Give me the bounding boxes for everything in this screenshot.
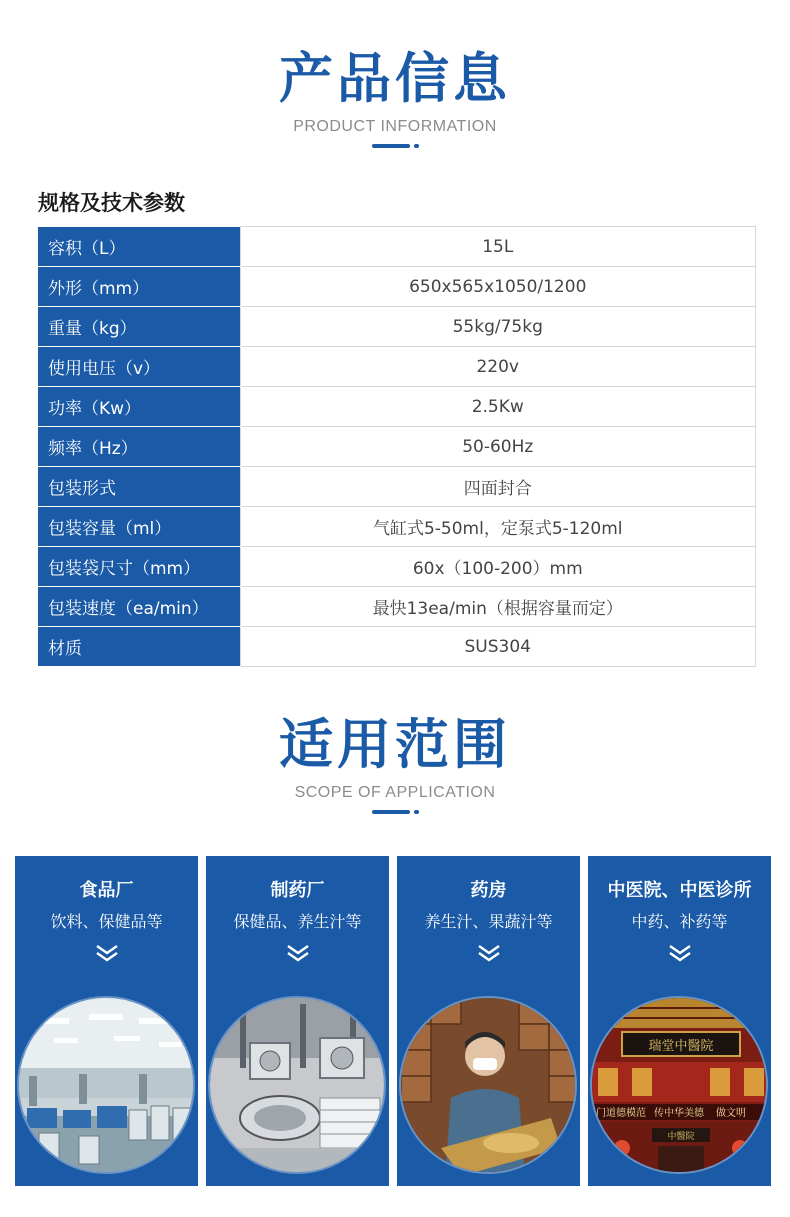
spec-row <box>38 627 756 667</box>
spec-key: 使用电压（v） <box>38 347 240 387</box>
spec-table <box>38 226 756 667</box>
spec-value: 气缸式5-50ml，定泵式5-120ml <box>240 507 756 547</box>
card-desc: 中药、补药等 <box>631 912 728 931</box>
spec-value: 最快13ea/min（根据容量而定） <box>240 587 756 627</box>
door-sign: 中醫院 <box>667 1132 695 1142</box>
spec-value: 15L <box>240 227 756 267</box>
tcm-hospital-photo <box>590 996 768 1174</box>
spec-value: 四面封合 <box>240 467 756 507</box>
scope-title: 适用范围 <box>279 713 511 776</box>
scope-card-pharma-factory <box>206 856 389 1186</box>
spec-row <box>38 547 756 587</box>
banner-right: 做文明 <box>716 1108 746 1119</box>
spec-key: 功率（Kw） <box>38 387 240 427</box>
hospital-name-sign: 瑞堂中醫院 <box>648 1039 714 1054</box>
product-info-header <box>0 47 790 148</box>
spec-value: 55kg/75kg <box>240 307 756 347</box>
double-chevron-down-icon <box>15 944 198 962</box>
spec-key: 材质 <box>38 627 240 667</box>
spec-row <box>38 387 756 427</box>
scope-subtitle: SCOPE OF APPLICATION <box>294 784 496 801</box>
spec-value: 60x（100-200）mm <box>240 547 756 587</box>
card-title: 中医院、中医诊所 <box>607 880 752 901</box>
spec-row <box>38 587 756 627</box>
spec-key: 包装袋尺寸（mm） <box>38 547 240 587</box>
scope-cards <box>15 856 771 1186</box>
double-chevron-down-icon <box>588 944 771 962</box>
pharmacy-photo <box>399 996 577 1174</box>
spec-row <box>38 227 756 267</box>
spec-value: 650x565x1050/1200 <box>240 267 756 307</box>
card-desc: 养生汁、果蔬汁等 <box>424 912 553 931</box>
card-title: 制药厂 <box>270 880 325 901</box>
spec-value: 2.5Kw <box>240 387 756 427</box>
spec-row <box>38 507 756 547</box>
card-title: 食品厂 <box>79 880 134 901</box>
spec-value: SUS304 <box>240 627 756 667</box>
spec-row <box>38 307 756 347</box>
pharma-factory-photo <box>208 996 386 1174</box>
spec-key: 包装速度（ea/min） <box>38 587 240 627</box>
spec-row <box>38 427 756 467</box>
card-desc: 饮料、保健品等 <box>50 912 163 931</box>
banner-left: 门道德模范 <box>596 1108 646 1119</box>
product-info-title: 产品信息 <box>279 47 511 110</box>
spec-row <box>38 467 756 507</box>
title-underline <box>0 144 790 148</box>
banner-center: 传中华美德 <box>654 1108 704 1119</box>
double-chevron-down-icon <box>206 944 389 962</box>
title-underline <box>0 810 790 814</box>
spec-key: 频率（Hz） <box>38 427 240 467</box>
spec-key: 容积（L） <box>38 227 240 267</box>
spec-key: 外形（mm） <box>38 267 240 307</box>
food-factory-photo <box>17 996 195 1174</box>
scope-card-tcm-hospital <box>588 856 771 1186</box>
spec-key: 包装容量（ml） <box>38 507 240 547</box>
spec-row <box>38 347 756 387</box>
scope-card-food-factory <box>15 856 198 1186</box>
scope-header <box>0 713 790 814</box>
product-info-subtitle: PRODUCT INFORMATION <box>293 118 497 135</box>
spec-value: 220v <box>240 347 756 387</box>
spec-key: 包装形式 <box>38 467 240 507</box>
spec-value: 50-60Hz <box>240 427 756 467</box>
spec-heading: 规格及技术参数 <box>38 191 185 215</box>
card-title: 药房 <box>470 880 507 901</box>
double-chevron-down-icon <box>397 944 580 962</box>
spec-row <box>38 267 756 307</box>
scope-card-pharmacy <box>397 856 580 1186</box>
card-desc: 保健品、养生汁等 <box>233 912 362 931</box>
spec-key: 重量（kg） <box>38 307 240 347</box>
